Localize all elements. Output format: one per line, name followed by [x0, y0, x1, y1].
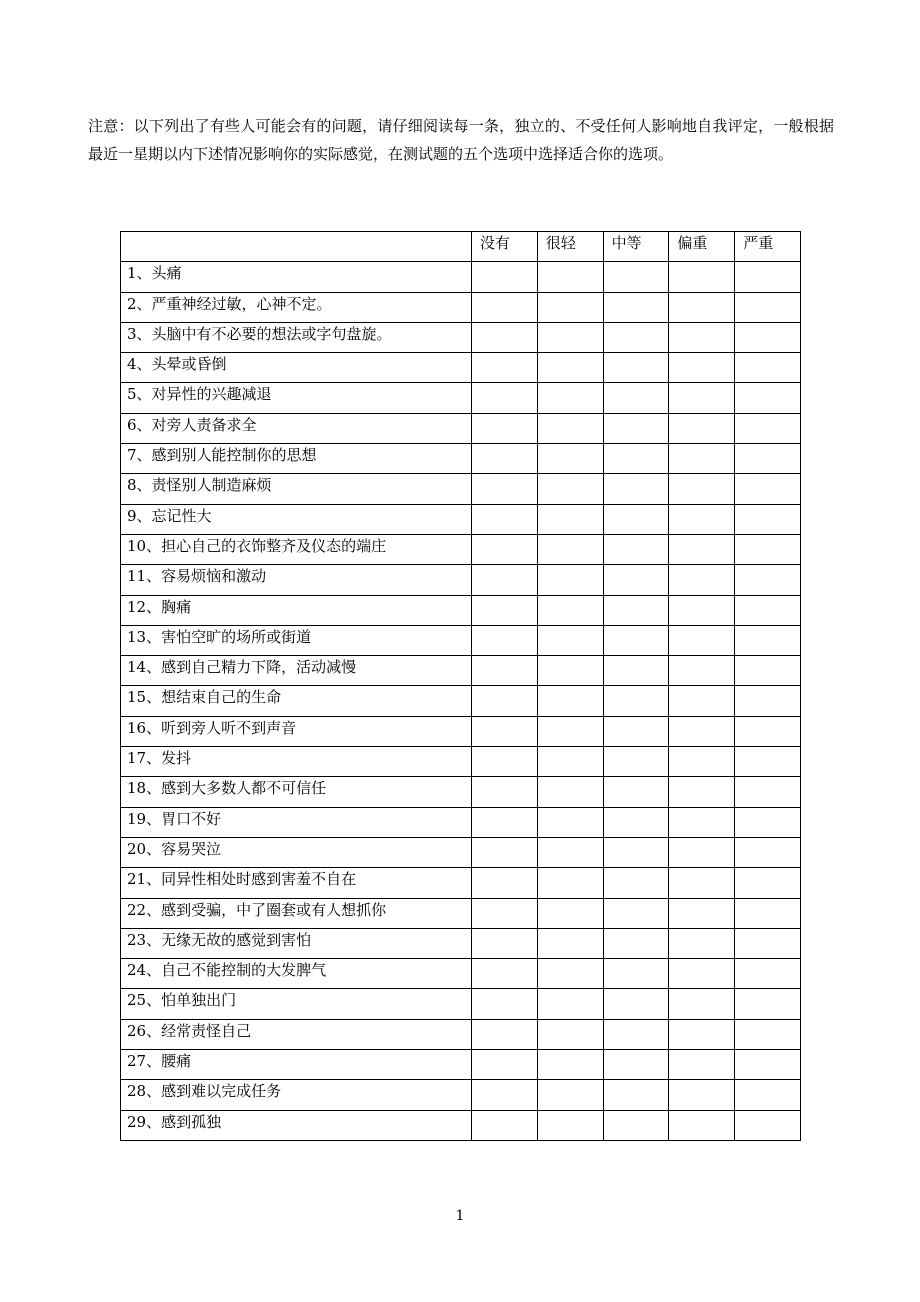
- table-row: [121, 595, 801, 625]
- answer-mild-cell[interactable]: [537, 1019, 603, 1049]
- answer-none-cell[interactable]: [472, 262, 538, 292]
- symptom-item: 23、无缘无故的感觉到害怕: [121, 928, 472, 958]
- instruction-note: 注意：以下列出了有些人可能会有的问题，请仔细阅读每一条，独立的、不受任何人影响地自我评定，一般根据最近一星期以内下述情况影响你的实际感觉，在测试题的五个选项中选择适合你的选项。: [88, 117, 834, 163]
- table-row: [121, 504, 801, 534]
- answer-mild-cell[interactable]: [537, 777, 603, 807]
- answer-none-cell[interactable]: [472, 504, 538, 534]
- table-row: [121, 625, 801, 655]
- answer-moderate-cell[interactable]: [603, 868, 669, 898]
- answer-severe-cell[interactable]: [735, 1050, 801, 1080]
- answer-severe-cell[interactable]: [735, 353, 801, 383]
- answer-fairly-severe-cell[interactable]: [669, 747, 735, 777]
- symptom-item: 11、容易烦恼和激动: [121, 565, 472, 595]
- answer-moderate-cell[interactable]: [603, 504, 669, 534]
- symptom-survey-table: [120, 231, 801, 1141]
- answer-severe-cell[interactable]: [735, 413, 801, 443]
- symptom-item: 17、发抖: [121, 747, 472, 777]
- table-row: [121, 807, 801, 837]
- answer-severe-cell[interactable]: [735, 625, 801, 655]
- answer-fairly-severe-cell[interactable]: [669, 1080, 735, 1110]
- answer-none-cell[interactable]: [472, 1110, 538, 1140]
- symptom-item: 13、害怕空旷的场所或街道: [121, 625, 472, 655]
- symptom-item: 25、怕单独出门: [121, 989, 472, 1019]
- answer-none-cell[interactable]: [472, 807, 538, 837]
- answer-moderate-cell[interactable]: [603, 837, 669, 867]
- symptom-item: 5、对异性的兴趣减退: [121, 383, 472, 413]
- answer-severe-cell[interactable]: [735, 262, 801, 292]
- table-row: [121, 353, 801, 383]
- answer-none-cell[interactable]: [472, 928, 538, 958]
- answer-moderate-cell[interactable]: [603, 686, 669, 716]
- answer-none-cell[interactable]: [472, 534, 538, 564]
- answer-mild-cell[interactable]: [537, 1050, 603, 1080]
- symptom-item: 15、想结束自己的生命: [121, 686, 472, 716]
- answer-none-cell[interactable]: [472, 1080, 538, 1110]
- answer-moderate-cell[interactable]: [603, 444, 669, 474]
- answer-moderate-cell[interactable]: [603, 565, 669, 595]
- answer-fairly-severe-cell[interactable]: [669, 1019, 735, 1049]
- answer-moderate-cell[interactable]: [603, 383, 669, 413]
- answer-none-cell[interactable]: [472, 959, 538, 989]
- answer-moderate-cell[interactable]: [603, 898, 669, 928]
- answer-fairly-severe-cell[interactable]: [669, 989, 735, 1019]
- answer-severe-cell[interactable]: [735, 292, 801, 322]
- table-row: [121, 322, 801, 352]
- answer-none-cell[interactable]: [472, 656, 538, 686]
- answer-none-cell[interactable]: [472, 565, 538, 595]
- symptom-item: 16、听到旁人听不到声音: [121, 716, 472, 746]
- table-row: [121, 898, 801, 928]
- answer-mild-cell[interactable]: [537, 959, 603, 989]
- answer-none-cell[interactable]: [472, 716, 538, 746]
- answer-severe-cell[interactable]: [735, 1019, 801, 1049]
- symptom-item: 20、容易哭泣: [121, 837, 472, 867]
- answer-none-cell[interactable]: [472, 837, 538, 867]
- answer-fairly-severe-cell[interactable]: [669, 1110, 735, 1140]
- answer-moderate-cell[interactable]: [603, 413, 669, 443]
- answer-mild-cell[interactable]: [537, 383, 603, 413]
- answer-moderate-cell[interactable]: [603, 656, 669, 686]
- table-row: [121, 383, 801, 413]
- symptom-item: 29、感到孤独: [121, 1110, 472, 1140]
- table-header-row: [121, 232, 801, 262]
- answer-severe-cell[interactable]: [735, 383, 801, 413]
- table-row: [121, 777, 801, 807]
- answer-severe-cell[interactable]: [735, 565, 801, 595]
- answer-mild-cell[interactable]: [537, 595, 603, 625]
- answer-mild-cell[interactable]: [537, 534, 603, 564]
- answer-severe-cell[interactable]: [735, 595, 801, 625]
- table-row: [121, 444, 801, 474]
- answer-none-cell[interactable]: [472, 444, 538, 474]
- answer-severe-cell[interactable]: [735, 504, 801, 534]
- answer-none-cell[interactable]: [472, 777, 538, 807]
- table-row: [121, 928, 801, 958]
- symptom-item: 6、对旁人责备求全: [121, 413, 472, 443]
- answer-severe-cell[interactable]: [735, 1110, 801, 1140]
- answer-fairly-severe-cell[interactable]: [669, 716, 735, 746]
- answer-moderate-cell[interactable]: [603, 928, 669, 958]
- answer-mild-cell[interactable]: [537, 353, 603, 383]
- table-row: [121, 686, 801, 716]
- symptom-item: 12、胸痛: [121, 595, 472, 625]
- symptom-item: 7、感到别人能控制你的思想: [121, 444, 472, 474]
- answer-moderate-cell[interactable]: [603, 989, 669, 1019]
- answer-mild-cell[interactable]: [537, 928, 603, 958]
- answer-moderate-cell[interactable]: [603, 292, 669, 322]
- answer-fairly-severe-cell[interactable]: [669, 807, 735, 837]
- symptom-item: 22、感到受骗，中了圈套或有人想抓你: [121, 898, 472, 928]
- symptom-item: 3、头脑中有不必要的想法或字句盘旋。: [121, 322, 472, 352]
- answer-mild-cell[interactable]: [537, 504, 603, 534]
- answer-none-cell[interactable]: [472, 1050, 538, 1080]
- symptom-item: 14、感到自己精力下降，活动减慢: [121, 656, 472, 686]
- answer-none-cell[interactable]: [472, 1019, 538, 1049]
- answer-severe-cell[interactable]: [735, 474, 801, 504]
- answer-moderate-cell[interactable]: [603, 262, 669, 292]
- answer-moderate-cell[interactable]: [603, 1080, 669, 1110]
- symptom-item: 24、自己不能控制的大发脾气: [121, 959, 472, 989]
- symptom-item: 28、感到难以完成任务: [121, 1080, 472, 1110]
- answer-severe-cell[interactable]: [735, 959, 801, 989]
- answer-mild-cell[interactable]: [537, 747, 603, 777]
- answer-none-cell[interactable]: [472, 322, 538, 352]
- answer-mild-cell[interactable]: [537, 837, 603, 867]
- answer-severe-cell[interactable]: [735, 898, 801, 928]
- symptom-item: 4、头晕或昏倒: [121, 353, 472, 383]
- answer-fairly-severe-cell[interactable]: [669, 565, 735, 595]
- answer-none-cell[interactable]: [472, 353, 538, 383]
- answer-fairly-severe-cell[interactable]: [669, 353, 735, 383]
- answer-fairly-severe-cell[interactable]: [669, 504, 735, 534]
- symptom-item: 18、感到大多数人都不可信任: [121, 777, 472, 807]
- table-row: [121, 1019, 801, 1049]
- answer-mild-cell[interactable]: [537, 898, 603, 928]
- header-fairly-severe: 偏重: [669, 232, 735, 262]
- answer-none-cell[interactable]: [472, 383, 538, 413]
- answer-moderate-cell[interactable]: [603, 474, 669, 504]
- table-row: [121, 837, 801, 867]
- answer-mild-cell[interactable]: [537, 444, 603, 474]
- answer-none-cell[interactable]: [472, 686, 538, 716]
- answer-none-cell[interactable]: [472, 747, 538, 777]
- answer-fairly-severe-cell[interactable]: [669, 262, 735, 292]
- answer-fairly-severe-cell[interactable]: [669, 534, 735, 564]
- header-mild: 很轻: [537, 232, 603, 262]
- answer-moderate-cell[interactable]: [603, 716, 669, 746]
- table-row: [121, 747, 801, 777]
- answer-moderate-cell[interactable]: [603, 322, 669, 352]
- answer-fairly-severe-cell[interactable]: [669, 444, 735, 474]
- table-row: [121, 534, 801, 564]
- answer-fairly-severe-cell[interactable]: [669, 595, 735, 625]
- answer-mild-cell[interactable]: [537, 474, 603, 504]
- table-row: [121, 262, 801, 292]
- answer-none-cell[interactable]: [472, 989, 538, 1019]
- answer-none-cell[interactable]: [472, 595, 538, 625]
- answer-moderate-cell[interactable]: [603, 747, 669, 777]
- header-severe: 严重: [735, 232, 801, 262]
- answer-fairly-severe-cell[interactable]: [669, 928, 735, 958]
- answer-fairly-severe-cell[interactable]: [669, 656, 735, 686]
- table-row: [121, 1050, 801, 1080]
- answer-mild-cell[interactable]: [537, 807, 603, 837]
- answer-mild-cell[interactable]: [537, 262, 603, 292]
- symptom-item: 10、担心自己的衣饰整齐及仪态的端庄: [121, 534, 472, 564]
- answer-mild-cell[interactable]: [537, 292, 603, 322]
- answer-severe-cell[interactable]: [735, 686, 801, 716]
- answer-mild-cell[interactable]: [537, 322, 603, 352]
- answer-severe-cell[interactable]: [735, 807, 801, 837]
- table-row: [121, 959, 801, 989]
- answer-moderate-cell[interactable]: [603, 1050, 669, 1080]
- answer-severe-cell[interactable]: [735, 747, 801, 777]
- answer-moderate-cell[interactable]: [603, 777, 669, 807]
- table-row: [121, 413, 801, 443]
- answer-mild-cell[interactable]: [537, 1080, 603, 1110]
- symptom-item: 27、腰痛: [121, 1050, 472, 1080]
- symptom-item: 19、胃口不好: [121, 807, 472, 837]
- answer-severe-cell[interactable]: [735, 928, 801, 958]
- answer-none-cell[interactable]: [472, 474, 538, 504]
- header-none: 没有: [472, 232, 538, 262]
- symptom-item: 8、责怪别人制造麻烦: [121, 474, 472, 504]
- answer-moderate-cell[interactable]: [603, 534, 669, 564]
- answer-mild-cell[interactable]: [537, 625, 603, 655]
- answer-moderate-cell[interactable]: [603, 625, 669, 655]
- answer-none-cell[interactable]: [472, 625, 538, 655]
- answer-fairly-severe-cell[interactable]: [669, 1050, 735, 1080]
- answer-fairly-severe-cell[interactable]: [669, 868, 735, 898]
- answer-none-cell[interactable]: [472, 413, 538, 443]
- answer-mild-cell[interactable]: [537, 989, 603, 1019]
- answer-severe-cell[interactable]: [735, 1080, 801, 1110]
- answer-severe-cell[interactable]: [735, 777, 801, 807]
- answer-fairly-severe-cell[interactable]: [669, 959, 735, 989]
- answer-mild-cell[interactable]: [537, 1110, 603, 1140]
- table-row: [121, 1110, 801, 1140]
- answer-severe-cell[interactable]: [735, 322, 801, 352]
- answer-fairly-severe-cell[interactable]: [669, 474, 735, 504]
- answer-mild-cell[interactable]: [537, 716, 603, 746]
- table-row: [121, 565, 801, 595]
- table-row: [121, 656, 801, 686]
- answer-fairly-severe-cell[interactable]: [669, 413, 735, 443]
- page-number: 1: [455, 1208, 465, 1224]
- answer-severe-cell[interactable]: [735, 837, 801, 867]
- table-row: [121, 292, 801, 322]
- answer-severe-cell[interactable]: [735, 989, 801, 1019]
- symptom-item: 2、严重神经过敏，心神不定。: [121, 292, 472, 322]
- table-row: [121, 716, 801, 746]
- answer-moderate-cell[interactable]: [603, 959, 669, 989]
- answer-fairly-severe-cell[interactable]: [669, 322, 735, 352]
- table-row: [121, 868, 801, 898]
- table-row: [121, 989, 801, 1019]
- answer-none-cell[interactable]: [472, 898, 538, 928]
- answer-mild-cell[interactable]: [537, 868, 603, 898]
- answer-moderate-cell[interactable]: [603, 807, 669, 837]
- symptom-item: 9、忘记性大: [121, 504, 472, 534]
- answer-fairly-severe-cell[interactable]: [669, 777, 735, 807]
- answer-moderate-cell[interactable]: [603, 353, 669, 383]
- answer-severe-cell[interactable]: [735, 868, 801, 898]
- answer-fairly-severe-cell[interactable]: [669, 686, 735, 716]
- header-moderate: 中等: [603, 232, 669, 262]
- answer-mild-cell[interactable]: [537, 686, 603, 716]
- answer-fairly-severe-cell[interactable]: [669, 625, 735, 655]
- answer-severe-cell[interactable]: [735, 656, 801, 686]
- answer-severe-cell[interactable]: [735, 534, 801, 564]
- answer-fairly-severe-cell[interactable]: [669, 837, 735, 867]
- answer-moderate-cell[interactable]: [603, 595, 669, 625]
- table-row: [121, 1080, 801, 1110]
- answer-severe-cell[interactable]: [735, 716, 801, 746]
- header-item: [121, 232, 472, 262]
- answer-moderate-cell[interactable]: [603, 1110, 669, 1140]
- symptom-item: 1、头痛: [121, 262, 472, 292]
- answer-mild-cell[interactable]: [537, 656, 603, 686]
- answer-mild-cell[interactable]: [537, 565, 603, 595]
- table-row: [121, 474, 801, 504]
- answer-fairly-severe-cell[interactable]: [669, 383, 735, 413]
- answer-severe-cell[interactable]: [735, 444, 801, 474]
- answer-fairly-severe-cell[interactable]: [669, 898, 735, 928]
- symptom-item: 21、同异性相处时感到害羞不自在: [121, 868, 472, 898]
- answer-moderate-cell[interactable]: [603, 1019, 669, 1049]
- symptom-item: 26、经常责怪自己: [121, 1019, 472, 1049]
- answer-none-cell[interactable]: [472, 868, 538, 898]
- answer-none-cell[interactable]: [472, 292, 538, 322]
- answer-mild-cell[interactable]: [537, 413, 603, 443]
- answer-fairly-severe-cell[interactable]: [669, 292, 735, 322]
